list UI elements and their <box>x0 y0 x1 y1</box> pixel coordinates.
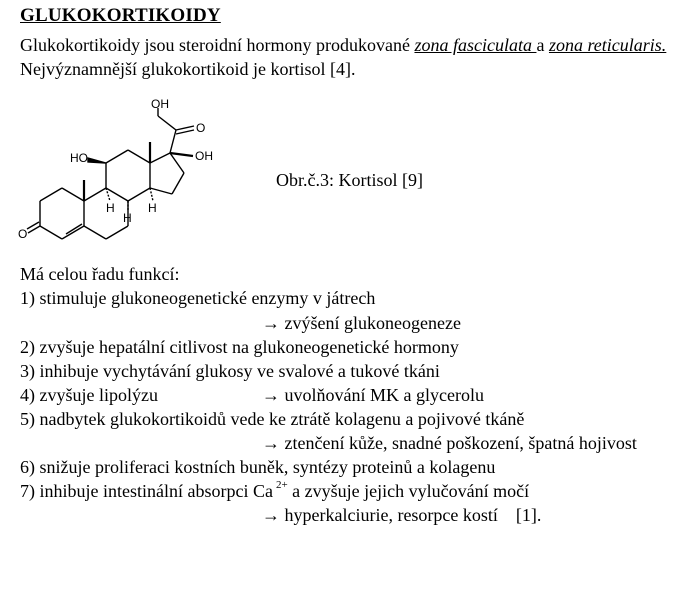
function-2: 2) zvyšuje hepatální citlivost na glukoneogenetické hormony <box>20 337 459 357</box>
h-label-3: H <box>148 201 157 215</box>
function-5-result: → ztenčení kůže, snadné poškození, špatná hojivost <box>262 433 637 453</box>
intro-paragraph <box>20 33 692 81</box>
function-1: 1) stimuluje glukoneogenetické enzymy v játrech <box>20 288 376 308</box>
ring-o-label: O <box>18 227 28 241</box>
zona-reticularis: zona reticularis. <box>548 35 667 55</box>
function-5: 5) nadbytek glukokortikoidů vede ke ztrátě kolagenu a pojivové tkáně <box>20 409 525 429</box>
function-7-rest: a zvyšuje jejich vylučování močí <box>287 481 530 501</box>
function-1-result: → zvýšení glukoneogeneze <box>262 313 461 333</box>
function-7-text: 7) inhibuje intestinální absorpci Ca <box>20 481 273 501</box>
function-4-result: → uvolňování MK a glycerolu <box>262 385 484 405</box>
h-label-1: H <box>123 211 132 225</box>
cortisol-structure <box>18 98 248 248</box>
intro-part1: Glukokortikoidy jsou steroidní hormony produkované <box>20 35 415 55</box>
intro-part2: a <box>536 35 549 55</box>
section-heading: GLUKOKORTIKOIDY <box>20 5 221 26</box>
ketone-o-label: O <box>196 121 206 135</box>
figure-caption: Obr.č.3: Kortisol [9] <box>276 170 423 190</box>
h-label-2: H <box>106 201 115 215</box>
oh-top-label: OH <box>151 98 169 111</box>
ho-left-label: HO <box>70 151 88 165</box>
zona-fasciculata: zona fasciculata <box>414 35 537 55</box>
function-3: 3) inhibuje vychytávání glukosy ve svalové a tukové tkáni <box>20 361 440 381</box>
function-6: 6) snižuje proliferaci kostních buněk, syntézy proteinů a kolagenu <box>20 457 496 477</box>
function-4: 4) zvyšuje lipolýzu <box>20 385 158 405</box>
function-7 <box>20 481 529 502</box>
calcium-charge: 2+ <box>275 479 288 491</box>
intro-part3: Nejvýznamnější glukokortikoid je kortisol [4]. <box>20 59 356 79</box>
oh-right-label: OH <box>195 149 213 163</box>
function-7-result: → hyperkalciurie, resorpce kostí [1]. <box>262 505 542 525</box>
functions-intro: Má celou řadu funkcí: <box>20 264 180 284</box>
